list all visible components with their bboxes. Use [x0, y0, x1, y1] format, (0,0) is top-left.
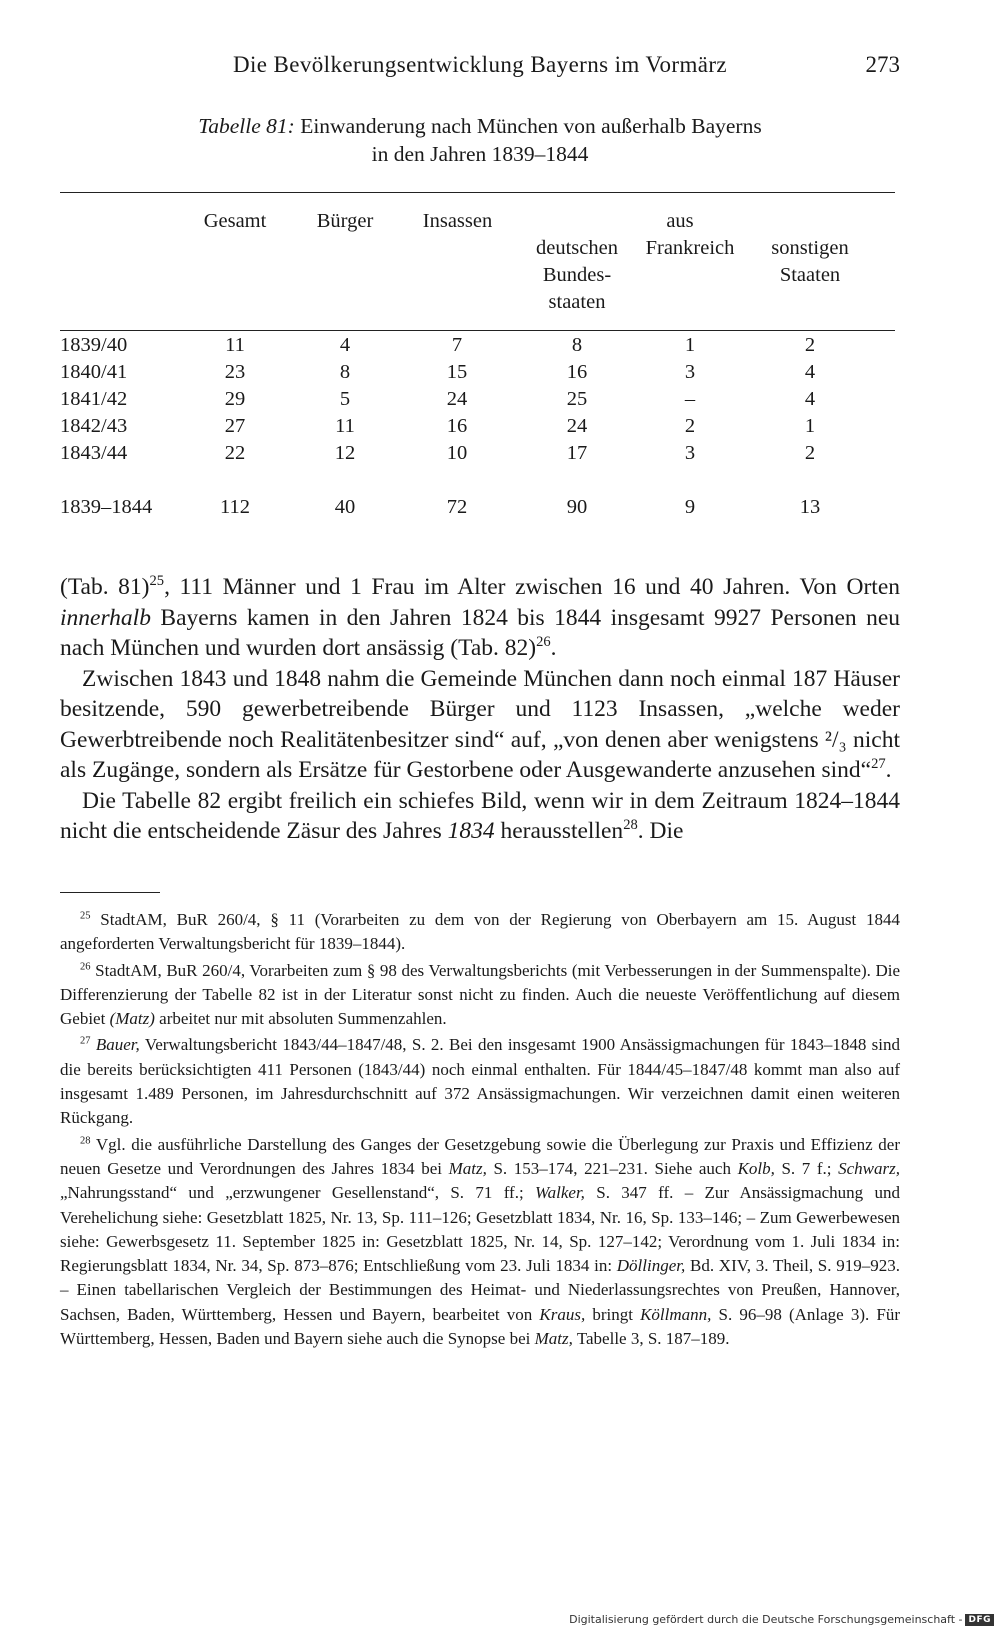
cell-sonstigen: 4	[804, 388, 816, 410]
footnote-text: Verwaltungsbericht 1843/44–1847/48, S. 2. Bei den insgesamt 1900 Ansässigmachungen für 1843–1848 sind die bereits berücksichtigten 411 Personen (1843/44) noch einmal enthalten. Für 1844/45–1847/48 kommt man also auf insgesamt 1.489 Personen, im Jahresdurchschnitt auf 372 Ansässigmachungen. Wir verzeichnen damit einen weiteren Rückgang.	[60, 1035, 900, 1128]
cell-insassen: 15	[446, 361, 468, 383]
footnote-28	[60, 1133, 900, 1352]
cell-sonstigen: 4	[804, 361, 816, 383]
text-run: Zwischen 1843 und 1848 nahm die Gemeinde München dann noch einmal 187 Häuser besitzende, 590 gewerbetreibende Bürger und 1123 Insassen, „welche weder Gewerbtreibende noch Realitätenbesitzer sind“ auf, „von denen aber wenigstens ²/₃ nicht als Zugänge, sondern als Ersätze für Gestorbene oder Ausgewanderte anzusehen sind“	[60, 665, 900, 783]
footnote-text: StadtAM, BuR 260/4, § 11 (Vorarbeiten zu dem von der Regierung von Oberbayern am 15. August 1844 angeforderten Verwaltungsbericht für 1839–1844).	[60, 910, 900, 954]
cell-buerger: 8	[339, 361, 351, 383]
total-frankreich: 9	[684, 496, 696, 518]
cell-sonstigen: 1	[804, 415, 816, 437]
cell-insassen: 7	[451, 334, 463, 356]
footnote-number: 28	[80, 1135, 91, 1147]
caption-line-1: Einwanderung nach München von außerhalb Bayerns	[300, 114, 762, 138]
cell-deutschen: 24	[566, 415, 588, 437]
text-run: herausstellen	[494, 818, 624, 844]
emphasis: Matz,	[448, 1158, 487, 1178]
text-run: .	[885, 757, 892, 783]
emphasis: 1834	[447, 818, 495, 844]
footnote-text: Tabelle 3, S. 187–189.	[572, 1329, 730, 1349]
col-header-frankreich: Frankreich	[645, 237, 735, 259]
cell-gesamt: 29	[224, 388, 246, 410]
paragraph-1	[60, 572, 900, 664]
footnote-ref-28: 28	[623, 817, 638, 834]
emphasis: Matz,	[534, 1329, 573, 1349]
cell-insassen: 10	[446, 442, 468, 464]
cell-insassen: 24	[446, 388, 468, 410]
table-label: Tabelle 81:	[198, 114, 295, 138]
footnote-rule	[60, 892, 160, 893]
cell-buerger: 4	[339, 334, 351, 356]
table-caption	[60, 112, 900, 168]
footnote-text: S. 96–98 (Anlage 3). Für Württemberg, Hessen, Baden und Bayern siehe auch die Synopse bei	[60, 1304, 901, 1349]
emphasis: Bauer,	[95, 1035, 140, 1055]
footnote-ref-25: 25	[149, 573, 165, 590]
emphasis: Schwarz,	[838, 1158, 900, 1178]
cell-deutschen: 16	[566, 361, 588, 383]
row-label: 1843/44	[60, 442, 128, 464]
footnote-text: S. 347 ff. – Zur Ansässigmachung und Verehelichung siehe: Gesetzblatt 1825, Nr. 13, Sp. 111–126; Gesetzblatt 1834, Nr. 16, Sp. 133–146; – Zum Gewerbewesen siehe: Gewerbsgesetz 11. September 1825 in: Gesetzblatt 1825, Nr. 14, Sp. 127–142; Verordnung vom 1. Juli 1834 in: Regierungsblatt 1834, Nr. 34, Sp. 873–876; Entschließung vom 23. Juli 1834 in:	[60, 1183, 900, 1276]
col-header-deutschen-1: deutschen	[536, 237, 618, 259]
row-label: 1841/42	[60, 388, 128, 410]
footnote-ref-27: 27	[871, 756, 886, 773]
cell-gesamt: 22	[224, 442, 246, 464]
emphasis: Köllmann,	[640, 1304, 712, 1324]
cell-deutschen: 8	[571, 334, 583, 356]
digitization-credit	[569, 1613, 994, 1626]
total-insassen: 72	[446, 496, 468, 518]
total-sonstigen: 13	[799, 496, 821, 518]
total-buerger: 40	[334, 496, 356, 518]
footnote-text: Vgl. die ausführliche Darstellung des Ganges der Gesetzgebung sowie die Überlegung zur Praxis und Effizienz der neuen Gesetze und Verordnungen des Jahres 1834 bei	[60, 1134, 900, 1178]
footnote-text: S. 7 f.;	[774, 1158, 839, 1178]
footnote-text: S. 153–174, 221–231. Siehe auch	[486, 1158, 738, 1178]
cell-buerger: 12	[334, 442, 356, 464]
cell-buerger: 11	[335, 415, 355, 437]
footnote-26	[60, 959, 900, 1032]
total-label: 1839–1844	[60, 496, 153, 518]
paragraph-2	[60, 664, 900, 786]
col-header-sonstigen-2: Staaten	[779, 264, 841, 286]
text-run: (Tab. 81)	[60, 574, 150, 600]
footnote-text: bringt	[585, 1304, 641, 1324]
emphasis: Walker,	[535, 1183, 585, 1203]
cell-deutschen: 25	[566, 388, 588, 410]
running-head	[60, 52, 900, 84]
cell-gesamt: 23	[224, 361, 246, 383]
col-header-sonstigen-1: sonstigen	[771, 237, 849, 259]
col-header-buerger: Bürger	[316, 210, 374, 232]
footnote-number: 26	[80, 960, 91, 972]
row-label: 1839/40	[60, 334, 128, 356]
text-run: .	[550, 635, 557, 661]
cell-frankreich: 3	[684, 442, 696, 464]
cell-buerger: 5	[339, 388, 351, 410]
emphasis: (Matz)	[109, 1009, 155, 1029]
footnote-25	[60, 908, 900, 957]
cell-frankreich: –	[684, 388, 696, 410]
cell-insassen: 16	[446, 415, 468, 437]
paragraph-3	[60, 786, 900, 847]
row-label: 1840/41	[60, 361, 128, 383]
page-number: 273	[865, 52, 900, 77]
col-header-deutschen-2: Bundes-	[542, 264, 612, 286]
col-header-deutschen-3: staaten	[548, 291, 606, 313]
total-gesamt: 112	[220, 496, 250, 518]
footnote-text: StadtAM, BuR 260/4, Vorarbeiten zum § 98 des Verwaltungsberichts (mit Verbesserungen in der Summenspalte). Die Differenzierung der Tabelle 82 ist in der Literatur sonst nicht zu finden. Auch die neueste Veröffentlichung auf diesem Gebiet	[60, 960, 900, 1029]
footnote-27	[60, 1033, 900, 1130]
text-run: . Die	[637, 818, 684, 844]
cell-gesamt: 11	[225, 334, 245, 356]
cell-frankreich: 2	[684, 415, 696, 437]
text-run: , 111 Männer und 1 Frau im Alter zwischen 16 und 40 Jahren. Von Orten	[164, 574, 900, 600]
footnotes	[60, 908, 900, 1353]
emphasis: Döllinger,	[616, 1256, 686, 1276]
body-text	[60, 572, 900, 847]
caption-line-2: in den Jahren 1839–1844	[371, 142, 589, 166]
col-header-aus: aus	[666, 210, 694, 232]
col-header-gesamt: Gesamt	[203, 210, 267, 232]
text-run: Bayerns kamen in den Jahren 1824 bis 1844 insgesamt 9927 Personen neu nach München und wurden dort ansässig (Tab. 82)	[60, 604, 900, 661]
col-header-insassen: Insassen	[422, 210, 493, 232]
dfg-logo-icon: DFG	[965, 1614, 994, 1626]
footnote-number: 25	[80, 910, 91, 922]
text-run: Die Tabelle 82 ergibt freilich ein schiefes Bild, wenn wir in dem Zeitraum 1824–1844 nicht die entscheidende Zäsur des Jahres	[60, 787, 900, 844]
emphasis: Kolb,	[737, 1158, 775, 1178]
footnote-text: Bd. XIV, 3. Theil, S. 919–923. – Einen tabellarischen Vergleich der Bestimmungen des Heimat- und Niederlassungsrechtes von Preußen, Hannover, Sachsen, Baden, Württemberg, Hessen und Bayern, bearbeitet von	[60, 1256, 900, 1324]
cell-sonstigen: 2	[804, 334, 816, 356]
cell-frankreich: 3	[684, 361, 696, 383]
footnote-ref-26: 26	[536, 634, 551, 651]
total-deutschen: 90	[566, 496, 588, 518]
cell-gesamt: 27	[224, 415, 246, 437]
table-top-rule	[60, 192, 895, 193]
cell-deutschen: 17	[566, 442, 588, 464]
credit-text: Digitalisierung gefördert durch die Deutsche Forschungsgemeinschaft -	[569, 1613, 963, 1626]
cell-sonstigen: 2	[804, 442, 816, 464]
cell-frankreich: 1	[684, 334, 696, 356]
row-label: 1842/43	[60, 415, 128, 437]
emphasis: innerhalb	[60, 604, 151, 631]
footnote-text: arbeitet nur mit absoluten Summenzahlen.	[154, 1009, 447, 1029]
running-title: Die Bevölkerungsentwicklung Bayerns im Vormärz	[232, 52, 728, 77]
footnote-text: „Nahrungsstand“ und „erzwungener Gesellenstand“, S. 71 ff.;	[60, 1183, 536, 1203]
emphasis: Kraus,	[539, 1304, 586, 1324]
table-header-rule	[60, 330, 895, 331]
footnote-number: 27	[80, 1035, 91, 1047]
